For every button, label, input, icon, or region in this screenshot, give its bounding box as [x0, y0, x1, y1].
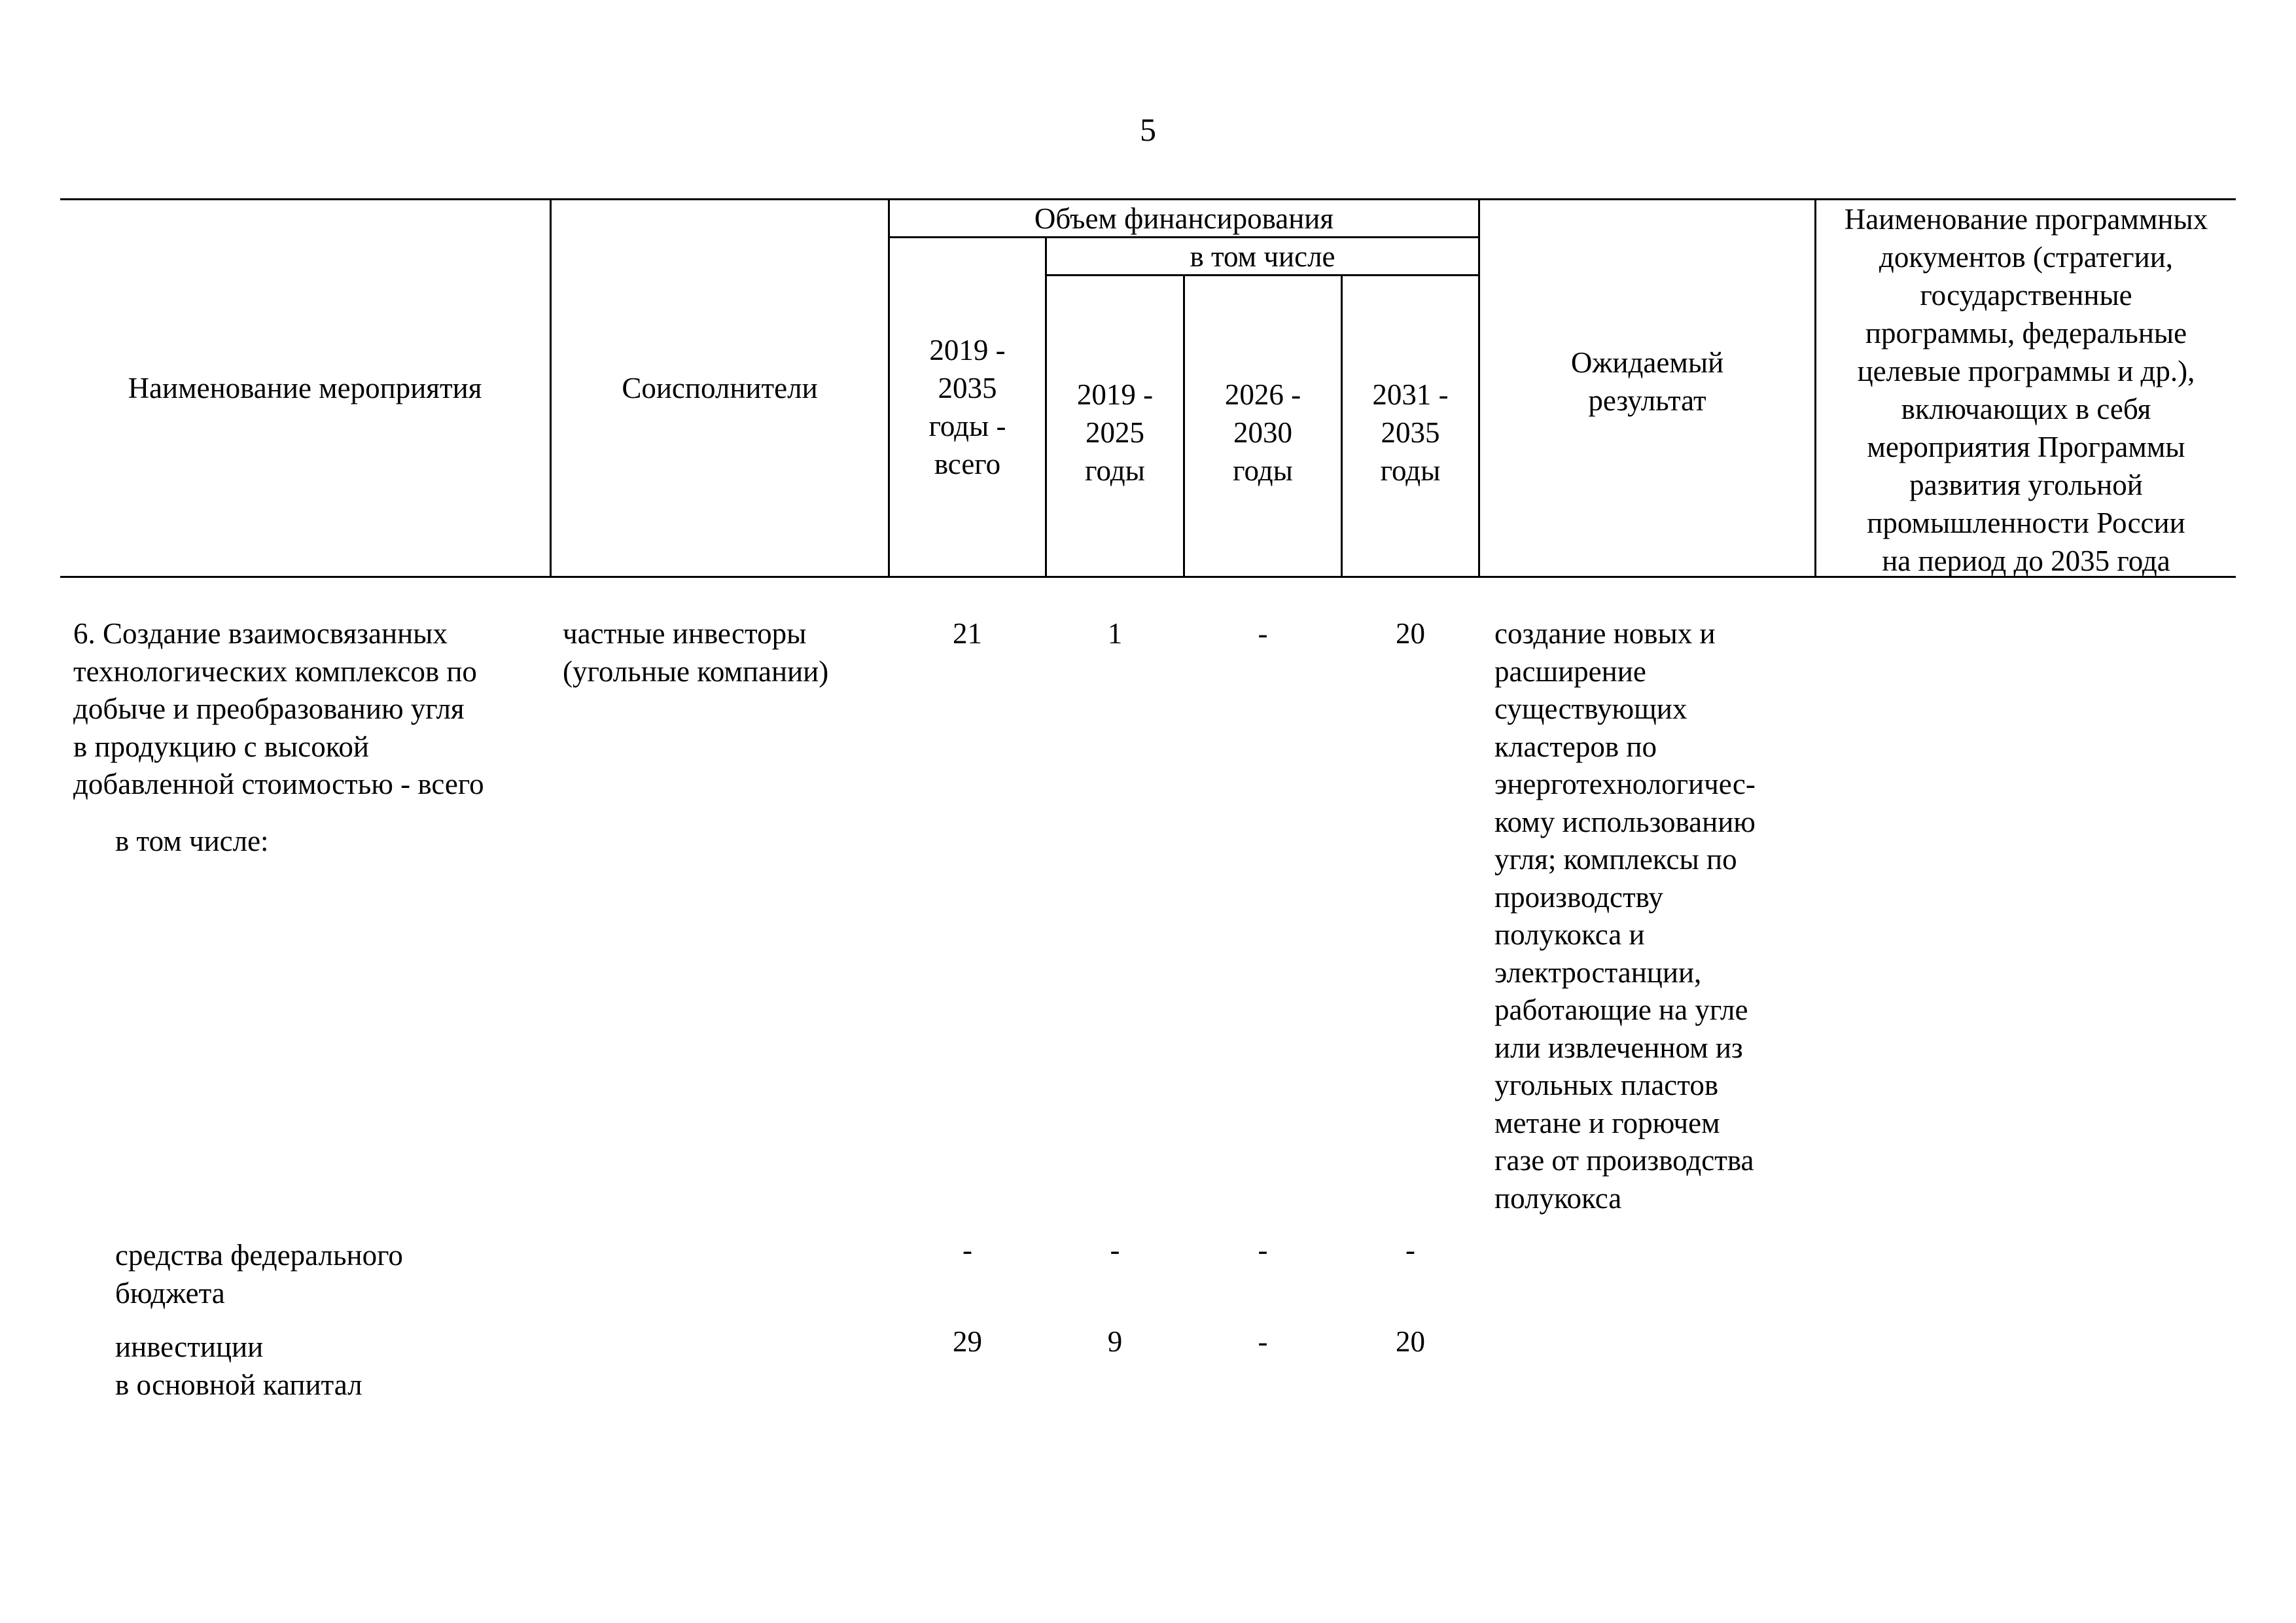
page-number: 5 [1140, 111, 1156, 148]
value-total: 29 [953, 1325, 982, 1358]
header-expected-result: Ожидаемый результат [1570, 346, 1724, 417]
header-program-docs: Наименование программных документов (стратегии, государственные программы, федеральные целевые программы и др.), включающих в себя мероприятия Программы развития угольной промышленности России на период до 2035 года [1844, 203, 2208, 577]
value-2019-2025: 1 [1107, 617, 1123, 650]
value-2026-2030: - [1258, 617, 1268, 650]
value-2019-2025: 9 [1107, 1325, 1123, 1358]
value-total: 21 [953, 617, 982, 650]
header-including: в том числе [1190, 240, 1335, 273]
header-period-2026-2030: 2026 - 2030 годы [1224, 378, 1301, 487]
header-period-2019-2025: 2019 - 2025 годы [1076, 378, 1154, 487]
value-2031-2035: 20 [1396, 617, 1425, 650]
value-2031-2035: 20 [1396, 1325, 1425, 1358]
header-total-years: 2019 - 2035 годы - всего [928, 334, 1006, 480]
value-2031-2035: - [1405, 1234, 1415, 1266]
value-total: - [963, 1234, 972, 1266]
measure-name: инвестиции в основной капитал [115, 1330, 362, 1401]
value-2019-2025: - [1110, 1234, 1120, 1266]
expected-result: создание новых и расширение существующих кластеров по энерготехнологичес- кому использованию угля; комплексы по производству полукокса и электростанции, работающие на угле или извлеченном из угольных пластов метане и горючем газе от производства полукокса [1494, 617, 1756, 1215]
header-period-2031-2035: 2031 - 2035 годы [1372, 378, 1449, 487]
measure-name: 6. Создание взаимосвязанных технологических комплексов по добыче и преобразованию угля в продукцию с высокой добавленной стоимостью - всего [73, 617, 484, 800]
measure-name: средства федерального бюджета [115, 1239, 403, 1310]
value-2026-2030: - [1258, 1234, 1268, 1266]
value-2026-2030: - [1258, 1325, 1268, 1358]
measure-name: в том числе: [115, 825, 269, 857]
coexecutors: частные инвесторы (угольные компании) [563, 617, 829, 688]
header-name: Наименование мероприятия [128, 372, 482, 404]
header-coexecutors: Соисполнители [622, 372, 818, 404]
header-funding-volume: Объем финансирования [1034, 202, 1334, 235]
